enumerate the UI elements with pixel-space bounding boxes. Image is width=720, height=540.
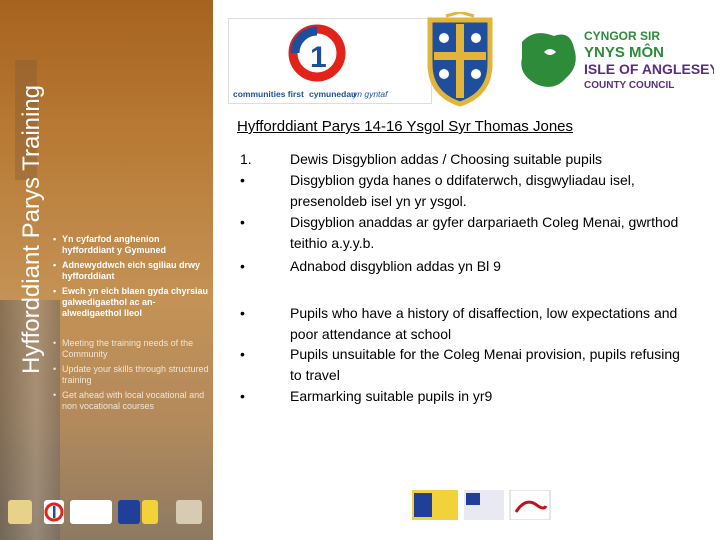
row-marker: •: [240, 258, 245, 274]
eu-flag-small-logo: [118, 500, 140, 524]
row-text: Earmarking suitable pupils in yr9: [290, 388, 493, 404]
row-marker: •: [240, 214, 245, 230]
row-text: Adnabod disgyblion addas yn Bl 9: [290, 258, 501, 274]
row-marker: •: [240, 172, 245, 188]
anglesey-council-logo: [514, 22, 714, 102]
sidebar-english-item: • Update your skills through structured training: [52, 364, 212, 386]
row-marker: 1.: [240, 151, 252, 167]
row-marker: •: [240, 346, 245, 362]
funding-logos: [412, 490, 552, 520]
council-line4: COUNTY COUNCIL: [584, 80, 675, 91]
communities-first-cy2-text: yn gyntaf: [353, 89, 388, 99]
row-marker: •: [240, 305, 245, 321]
row-text: Pupils unsuitable for the Coleg Menai provision, pupils refusing to travel: [290, 346, 680, 383]
sidebar-english-item: • Get ahead with local vocational and non vocational courses: [52, 390, 212, 412]
objective-one-small-logo: [142, 500, 158, 524]
sidebar-welsh-item: • Yn cyfarfod anghenion hyfforddiant y Gymuned: [52, 234, 212, 256]
page-heading: Hyfforddiant Parys 14-16 Ysgol Syr Thomas Jones: [237, 118, 574, 135]
sidebar-welsh-item: • Ewch yn eich blaen gyda chyrsiau galwedigaethol ac an-alwedigaethol lleol: [52, 286, 212, 319]
row-text: Disgyblion gyda hanes o ddifaterwch, disgwyliadau isel, presenoldeb isel yn yr ysgol.: [290, 172, 635, 209]
sidebar-welsh-item: • Adnewyddwch eich sgiliau drwy hyfforddiant: [52, 260, 212, 282]
sidebar-welsh-list: [52, 234, 212, 323]
crest-small-logo: [8, 500, 32, 524]
sidebar-english-list: [52, 338, 212, 416]
welsh-government-logo: [510, 490, 550, 520]
row-text: Dewis Disgyblion addas / Choosing suitable pupils: [290, 151, 603, 167]
communities-first-logo: [228, 18, 432, 104]
row-marker: •: [240, 388, 245, 404]
communities-first-small-logo: [44, 500, 64, 524]
council-line3: ISLE OF ANGLESEY: [584, 61, 714, 77]
school-crest-logo: [416, 12, 504, 108]
sidebar-panel: [0, 0, 213, 540]
svg-text:1: 1: [310, 41, 327, 74]
row-text: Pupils who have a history of disaffection, low expectations and poor attendance at school: [290, 305, 678, 342]
sidebar-vertical-title: [6, 12, 46, 382]
sidebar-english-item: • Meeting the training needs of the Community: [52, 338, 212, 360]
communities-first-en-text: communities first: [233, 89, 304, 99]
cymru-small-logo: [70, 500, 112, 524]
communities-first-cy-text: cymunedau: [309, 89, 357, 99]
council-line2: YNYS MÔN: [584, 44, 665, 61]
partner-small-logo: [176, 500, 202, 524]
vertical-title-text: Hyfforddiant Parys Training: [18, 84, 45, 374]
council-line1: CYNGOR SIR: [584, 29, 661, 43]
sidebar-footer-logos: [0, 496, 213, 532]
row-text: Disgyblion anaddas ar gyfer darpariaeth Coleg Menai, gwrthod teithio a.y.y.b.: [290, 214, 679, 251]
header-logos: [224, 12, 720, 112]
